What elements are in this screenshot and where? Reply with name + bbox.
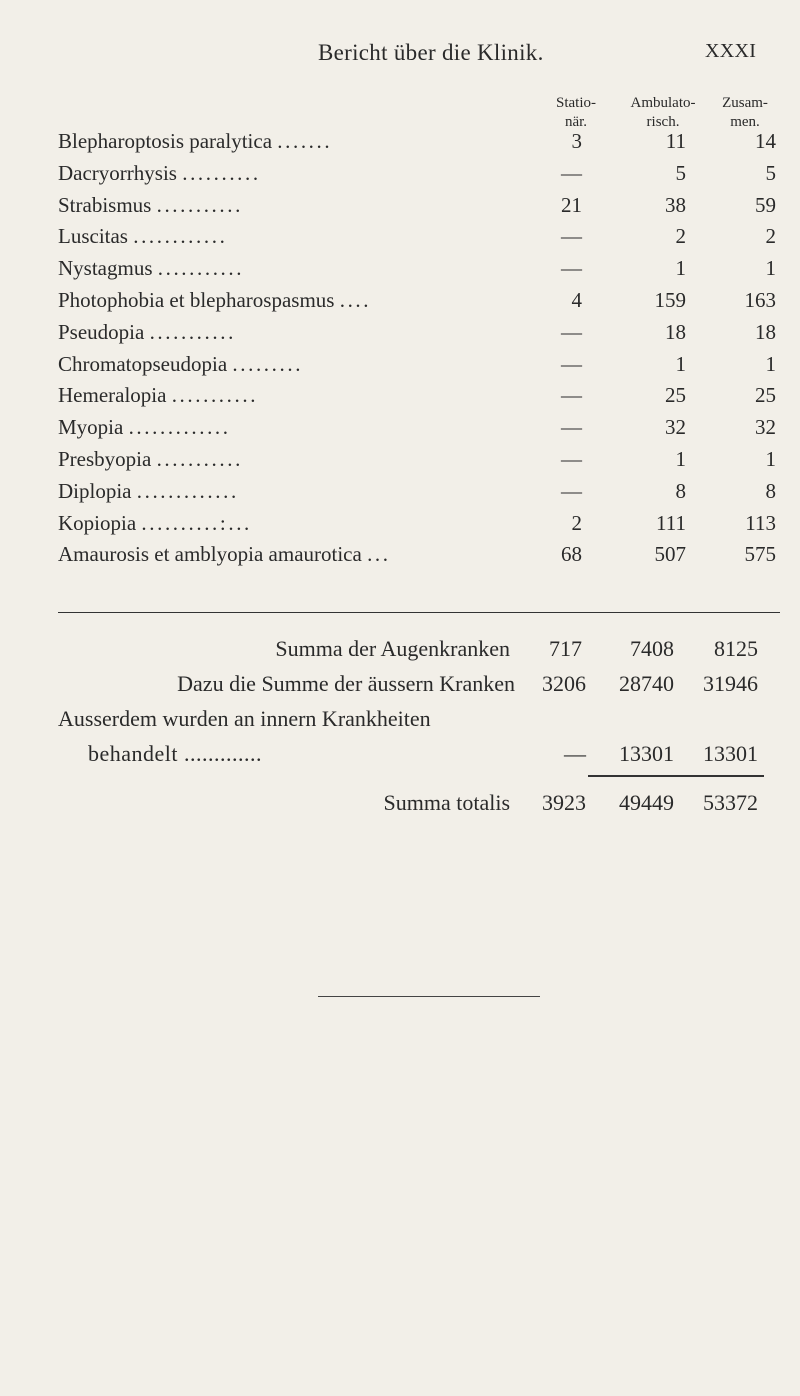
ambulatorisch-value: 1 <box>675 446 686 471</box>
table-row <box>58 158 776 190</box>
leader-dots: .......... <box>182 160 261 185</box>
table-row <box>58 412 776 444</box>
ambulatorisch-value: 159 <box>654 287 686 312</box>
diagnosis-label: Blepharoptosis paralytica <box>58 129 273 153</box>
stationaer-total: 717 <box>549 636 582 661</box>
table-row <box>58 253 776 285</box>
ambulatorisch-total: 28740 <box>619 671 674 696</box>
summary-row-totalis <box>0 786 800 820</box>
ambulatorisch-value: 5 <box>675 160 686 185</box>
ambulatorisch-total: 13301 <box>619 741 674 766</box>
ambulatorisch-value: 1 <box>675 351 686 376</box>
summary-label: Dazu die Summe der äussern Kranken <box>177 671 515 696</box>
stationaer-value: — <box>561 160 582 185</box>
diagnosis-name <box>58 158 528 190</box>
zusammen-value: 32 <box>755 415 776 440</box>
zusammen-value: 14 <box>755 129 776 153</box>
leader-dots: ........... <box>171 383 259 408</box>
ambulatorisch-value: 32 <box>665 415 686 440</box>
column-header-ambulatorisch-text: Ambulato- risch. <box>630 95 696 130</box>
diagnosis-label: Amaurosis et amblyopia amaurotica <box>58 542 362 567</box>
table-divider <box>58 612 780 613</box>
diagnosis-name <box>58 380 528 412</box>
table-row <box>58 285 776 317</box>
diagnosis-label: Chromatopseudopia <box>58 351 228 376</box>
diagnosis-name <box>58 444 528 476</box>
summary-row-aeussere <box>0 667 800 701</box>
diagnosis-name <box>58 221 528 253</box>
stationaer-value: 4 <box>571 287 582 312</box>
ambulatorisch-value: 25 <box>665 383 686 408</box>
ambulatorisch-value: 2 <box>675 224 686 249</box>
ambulatorisch-value: 8 <box>675 478 686 503</box>
stationaer-total: — <box>564 741 586 766</box>
zusammen-total: 13301 <box>703 741 758 766</box>
leader-dots: ........... <box>157 256 245 281</box>
diagnosis-name <box>58 285 528 317</box>
diagnosis-name <box>58 126 528 158</box>
diagnosis-label: Nystagmus <box>58 256 153 281</box>
stationaer-value: 68 <box>561 542 582 567</box>
stationaer-value: 21 <box>561 192 582 217</box>
page-number: XXXI <box>705 40 757 62</box>
zusammen-value: 1 <box>765 351 776 376</box>
stationaer-value: — <box>561 415 582 440</box>
diagnosis-table <box>58 126 776 571</box>
zusammen-value: 113 <box>745 510 776 535</box>
table-row <box>58 444 776 476</box>
diagnosis-name <box>58 508 528 540</box>
ambulatorisch-value: 18 <box>665 319 686 344</box>
leader-dots: ........... <box>156 446 243 471</box>
ambulatorisch-total: 7408 <box>630 636 674 661</box>
stationaer-value: 3 <box>571 129 582 153</box>
zusammen-value: 59 <box>755 192 776 217</box>
summary-label: Ausserdem wurden an innern Krankheiten <box>58 706 431 731</box>
leader-dots: ....... <box>277 129 333 153</box>
summary-label: behandelt ............. <box>88 741 263 766</box>
zusammen-total: 31946 <box>703 671 758 696</box>
diagnosis-label: Presbyopia <box>58 446 152 471</box>
diagnosis-label: Pseudopia <box>58 319 145 344</box>
zusammen-value: 1 <box>765 446 776 471</box>
leader-dots: ............. <box>136 478 239 503</box>
zusammen-value: 25 <box>755 383 776 408</box>
ambulatorisch-value: 1 <box>675 256 686 281</box>
diagnosis-label: Dacryorrhysis <box>58 160 177 185</box>
summary-label: Summa der Augenkranken <box>275 636 510 661</box>
summary-label: Summa totalis <box>383 790 510 815</box>
diagnosis-label: Kopiopia <box>58 510 137 535</box>
ambulatorisch-value: 111 <box>656 510 686 535</box>
leader-dots: ............. <box>128 415 231 440</box>
stationaer-value: — <box>561 383 582 408</box>
table-row <box>58 349 776 381</box>
stationaer-value: — <box>561 319 582 344</box>
stationaer-value: — <box>561 351 582 376</box>
leader-dots: ........... <box>156 192 243 217</box>
stationaer-value: — <box>561 256 582 281</box>
leader-dots: ........... <box>149 319 236 344</box>
zusammen-value: 163 <box>744 287 776 312</box>
stationaer-value: — <box>561 446 582 471</box>
ambulatorisch-value: 507 <box>654 542 686 567</box>
running-header-title: Bericht über die Klinik. <box>318 40 544 65</box>
zusammen-total: 8125 <box>714 636 758 661</box>
diagnosis-name <box>58 539 528 571</box>
table-row <box>58 126 776 158</box>
table-row <box>58 317 776 349</box>
diagnosis-label: Photophobia et blepharospasmus <box>58 287 335 312</box>
leader-dots: ... <box>367 542 391 567</box>
table-row <box>58 539 776 571</box>
zusammen-value: 575 <box>744 542 776 567</box>
stationaer-value: 2 <box>571 510 582 535</box>
diagnosis-label: Luscitas <box>58 224 128 249</box>
leader-dots: ............ <box>133 224 228 249</box>
table-row <box>58 190 776 222</box>
leader-dots: .... <box>339 287 372 312</box>
stationaer-value: — <box>561 478 582 503</box>
leader-dots: ..........:... <box>141 510 252 535</box>
zusammen-value: 1 <box>765 256 776 281</box>
totals-underline <box>588 775 764 777</box>
column-header-zusammen-text: Zusam- men. <box>722 95 768 130</box>
diagnosis-name <box>58 412 528 444</box>
zusammen-value: 8 <box>765 478 776 503</box>
stationaer-value: — <box>561 224 582 249</box>
zusammen-value: 5 <box>765 160 776 185</box>
diagnosis-name <box>58 476 528 508</box>
summary-row-augenkranken <box>0 632 800 666</box>
diagnosis-label: Diplopia <box>58 478 132 503</box>
column-header-stationaer-text: Statio- när. <box>556 95 596 130</box>
zusammen-value: 2 <box>765 224 776 249</box>
diagnosis-name <box>58 349 528 381</box>
zusammen-total: 53372 <box>703 790 758 815</box>
table-row <box>58 508 776 540</box>
summary-row-innere-heading <box>0 702 800 736</box>
diagnosis-label: Strabismus <box>58 192 152 217</box>
diagnosis-name <box>58 190 528 222</box>
table-row <box>58 380 776 412</box>
diagnosis-label: Myopia <box>58 415 124 440</box>
table-row <box>58 221 776 253</box>
summary-row-innere <box>0 737 800 771</box>
diagnosis-name <box>58 317 528 349</box>
ambulatorisch-value: 38 <box>665 192 686 217</box>
zusammen-value: 18 <box>755 319 776 344</box>
stationaer-total: 3206 <box>542 671 586 696</box>
leader-dots: ......... <box>232 351 304 376</box>
diagnosis-label: Hemeralopia <box>58 383 167 408</box>
ambulatorisch-value: 11 <box>665 129 686 153</box>
ambulatorisch-total: 49449 <box>619 790 674 815</box>
table-row <box>58 476 776 508</box>
closing-rule <box>318 996 540 997</box>
diagnosis-name <box>58 253 528 285</box>
stationaer-total: 3923 <box>542 790 586 815</box>
